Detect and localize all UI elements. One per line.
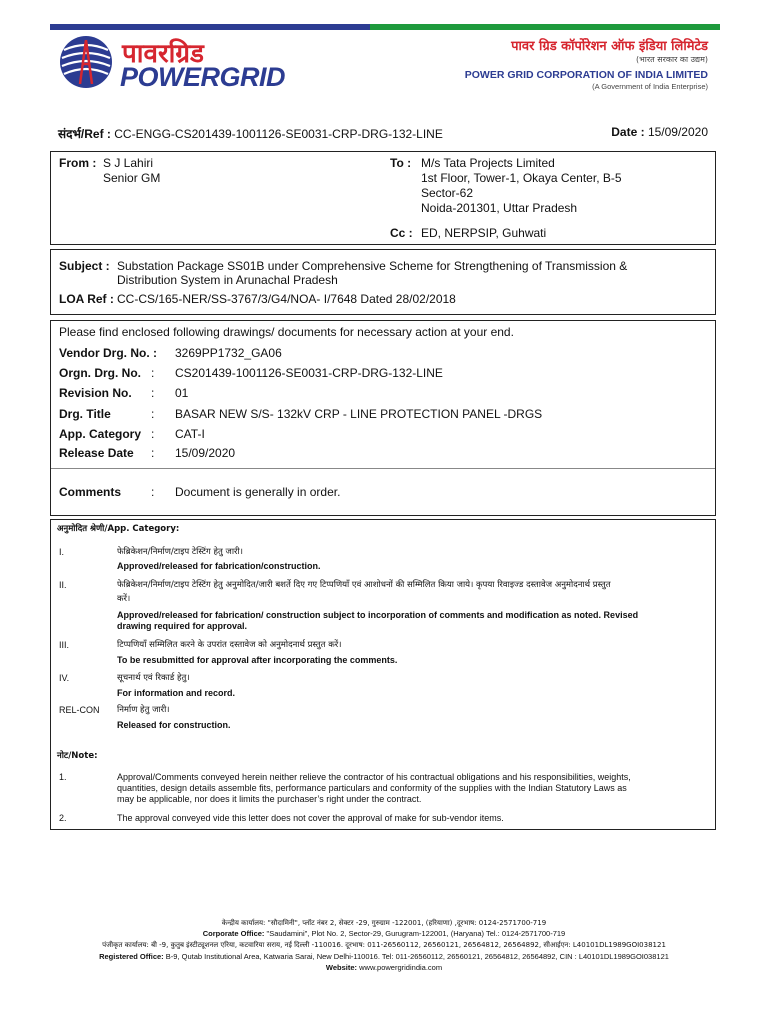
- drawing-details-box: [50, 320, 716, 516]
- release-date-sep: :: [151, 446, 155, 460]
- footer-website-label: Website:: [325, 963, 358, 972]
- category-box: [50, 519, 716, 830]
- category-number: I.: [59, 547, 65, 557]
- footer-corporate-label: Corporate Office:: [202, 929, 265, 938]
- loa-value: CC-CS/165-NER/SS-3767/3/G4/NOA- I/7648 Dated 28/02/2018: [117, 292, 456, 306]
- footer-line-hindi: केन्द्रीय कार्यालय: "सौदामिनी", प्लॉट नंबर 2, सेक्टर -29, गुरुग्राम -122001, (हरियाणा) ,दूरभाष: 0124-2571700-719: [221, 919, 547, 927]
- category-english: To be resubmitted for approval after incorporating the comments.: [117, 655, 398, 665]
- category-english: Approved/released for fabrication/ construction subject to incorporation of comments and modification as noted. Revised: [117, 610, 639, 620]
- note-text: The approval conveyed vide this letter does not cover the approval of make for sub-vendor items.: [117, 813, 504, 823]
- footer-line-hindi: पंजीकृत कार्यालय: बी -9, कुतुब इंस्टीट्यूशनल एरिया, कटवारिया सराय, नई दिल्ली -110016. दूरभाष: 011-26560112, 26560121, 26564812, 26564892, सीआईएन: L40101DL1989GOI038121: [102, 941, 666, 949]
- to-line: 1st Floor, Tower-1, Okaya Center, B-5: [421, 171, 622, 185]
- category-english: For information and record.: [117, 688, 236, 698]
- footer-registered-text: B-9, Qutab Institutional Area, Katwaria Sarai, New Delhi-110016. Tel: 011-26560112, 26560121, 26564812, 26564892, CIN : L40101DL1989GOI038121: [165, 952, 669, 961]
- category-number: REL-CON: [59, 705, 100, 715]
- revision-label: Revision No.: [59, 386, 132, 400]
- category-hindi: करें।: [117, 594, 131, 604]
- to-line: Noida-201301, Uttar Pradesh: [421, 201, 578, 215]
- header-bar-blue: [50, 24, 370, 30]
- corporation-name-english: POWER GRID CORPORATION OF INDIA LIMITED: [464, 69, 708, 81]
- category-heading: अनुमोदित श्रेणी/App. Category:: [57, 524, 180, 534]
- release-date-label: Release Date: [59, 446, 134, 460]
- comments-sep: :: [151, 485, 155, 499]
- reference-line: [58, 125, 443, 142]
- reference-value: CC-ENGG-CS201439-1001126-SE0031-CRP-DRG-132-LINE: [114, 127, 443, 141]
- drg-title-value: BASAR NEW S/S- 132kV CRP - LINE PROTECTION PANEL -DRGS: [175, 407, 543, 421]
- subject-label: Subject :: [59, 259, 110, 273]
- category-hindi: टिप्पणियाँ सम्मिलित करने के उपरांत दस्तावेज को अनुमोदनार्थ प्रस्तुत करें।: [117, 640, 342, 650]
- footer-corporate-office: [0, 929, 768, 939]
- divider: [51, 468, 715, 469]
- address-box: [50, 151, 716, 245]
- note-text: may be applicable, nor does it limits the purchaser’s right under the contract.: [117, 794, 422, 804]
- powergrid-logo-icon: [58, 34, 114, 90]
- to-line: M/s Tata Projects Limited: [421, 156, 555, 170]
- note-text: quantities, design details assemble fits, performance particulars and conformity of the supplies with the Indian Statutory Laws as: [117, 783, 627, 793]
- category-number: IV.: [59, 673, 70, 683]
- category-english: drawing required for approval.: [117, 621, 248, 631]
- release-date-value: 15/09/2020: [175, 446, 236, 460]
- date-value: 15/09/2020: [647, 125, 708, 139]
- category-hindi: निर्माण हेतु जारी।: [117, 705, 170, 715]
- footer-registered-office: [0, 952, 768, 962]
- date-line: [611, 125, 708, 139]
- revision-value: 01: [175, 386, 189, 400]
- app-category-label: App. Category: [59, 427, 142, 441]
- note-heading: नोट/Note:: [57, 751, 98, 761]
- subject-line: Distribution System in Arunachal Pradesh: [117, 273, 338, 287]
- subject-line: Substation Package SS01B under Comprehensive Scheme for Strengthening of Transmission &: [117, 259, 628, 273]
- note-number: 1.: [59, 772, 67, 782]
- header-bar-green: [370, 24, 720, 30]
- brand-hindi: पावरग्रिड: [122, 39, 204, 69]
- comments-label: Comments: [59, 485, 122, 499]
- category-number: III.: [59, 640, 70, 650]
- app-category-value: CAT-I: [175, 427, 205, 441]
- corporation-name-hindi: पावर ग्रिड कॉर्पोरेशन ऑफ इंडिया लिमिटेड: [511, 39, 708, 54]
- to-label: To :: [390, 156, 412, 170]
- vendor-drg-value: 3269PP1732_GA06: [175, 346, 282, 360]
- from-title: Senior GM: [103, 171, 161, 185]
- orgn-drg-value: CS201439-1001126-SE0031-CRP-DRG-132-LINE: [175, 366, 443, 380]
- footer-corporate-text: "Saudamini", Plot No. 2, Sector-29, Gurugram-122001, (Haryana) Tel.: 0124-2571700-719: [266, 929, 566, 938]
- loa-label: LOA Ref :: [59, 292, 114, 306]
- footer-website: [0, 963, 768, 973]
- from-label: From :: [59, 156, 97, 170]
- date-label: Date :: [611, 125, 645, 139]
- cc-value: ED, NERPSIP, Guhwati: [421, 226, 547, 240]
- corporation-tagline-hindi: (भारत सरकार का उद्यम): [636, 55, 708, 64]
- drg-title-label: Drg. Title: [59, 407, 111, 421]
- vendor-drg-label: Vendor Drg. No. :: [59, 346, 158, 360]
- revision-sep: :: [151, 386, 155, 400]
- note-text: Approval/Comments conveyed herein neither relieve the contractor of his contractual obligations and his responsibilities, weights,: [117, 772, 631, 782]
- reference-label: संदर्भ/Ref :: [58, 127, 111, 141]
- orgn-drg-label: Orgn. Drg. No.: [59, 366, 141, 380]
- brand-english: POWERGRID: [120, 62, 286, 92]
- category-english: Approved/released for fabrication/construction.: [117, 561, 321, 571]
- footer-registered-label: Registered Office:: [99, 952, 164, 961]
- orgn-drg-sep: :: [151, 366, 155, 380]
- category-english: Released for construction.: [117, 720, 231, 730]
- cc-label: Cc :: [390, 226, 413, 240]
- to-line: Sector-62: [421, 186, 474, 200]
- category-hindi: फेब्रिकेशन/निर्माण/टाइप टेस्टिंग हेतु जारी।: [117, 547, 243, 557]
- note-number: 2.: [59, 813, 67, 823]
- subject-box: [50, 249, 716, 315]
- app-category-sep: :: [151, 427, 155, 441]
- category-number: II.: [59, 580, 67, 590]
- drg-title-sep: :: [151, 407, 155, 421]
- comments-value: Document is generally in order.: [175, 485, 341, 499]
- category-hindi: फेब्रिकेशन/निर्माण/टाइप टेस्टिंग हेतु अनुमोदित/जारी बशर्ते दिए गए टिप्पणियाँ एवं आशोधनों की सम्मिलित किया जाये। कृपया रिवाइज्ड दस्तावेज अनुमोदनार्थ प्रस्तुत: [117, 580, 611, 590]
- intro-text: Please find enclosed following drawings/ documents for necessary action at your end.: [59, 325, 514, 339]
- from-name: S J Lahiri: [103, 156, 154, 170]
- corporation-tagline-english: (A Government of India Enterprise): [592, 82, 708, 91]
- category-hindi: सूचनार्थ एवं रिकार्ड हेतु।: [117, 673, 190, 683]
- footer-website-link[interactable]: www.powergridindia.com: [359, 963, 443, 972]
